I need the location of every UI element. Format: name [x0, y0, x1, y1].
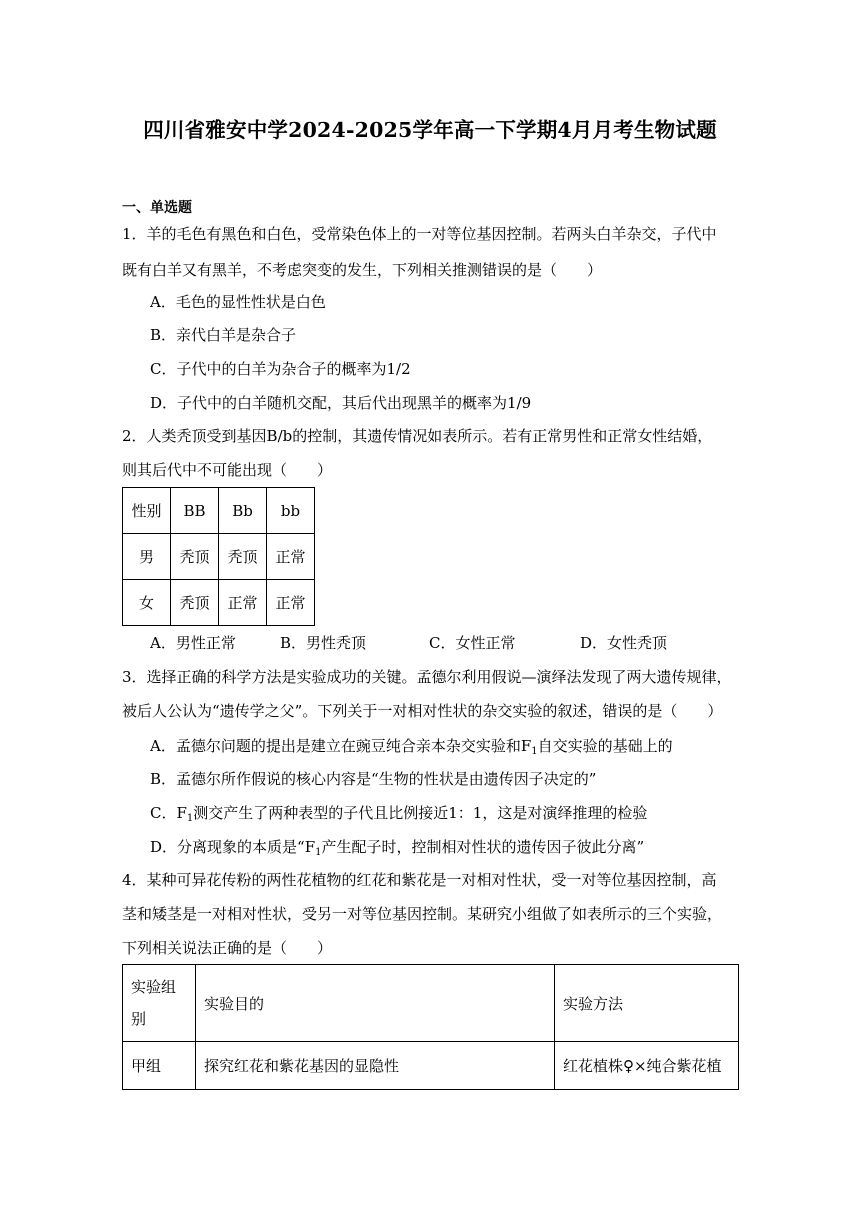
question-1-option-c: C．子代中的白羊为杂合子的概率为1/2 — [150, 360, 411, 378]
question-1-option-d: D．子代中的白羊随机交配，其后代出现黑羊的概率为1/9 — [150, 394, 532, 412]
table-cell: BB — [171, 488, 219, 534]
table-header-row — [123, 488, 315, 534]
question-2-line-1: 2．人类秃顶受到基因B/b的控制，其遗传情况如表所示。若有正常男性和正常女性结婚， — [122, 427, 713, 445]
question-2-option-a: A．男性正常 — [150, 634, 236, 652]
question-3-line-1: 3．选择正确的科学方法是实验成功的关键。孟德尔利用假说—演绎法发现了两大遗传规律， — [122, 668, 732, 686]
question-2-option-b: B．男性秃顶 — [280, 634, 367, 652]
question-4-line-1: 4．某种可异花传粉的两性花植物的红花和紫花是一对相对性状，受一对等位基因控制，高 — [122, 871, 717, 889]
question-3-option-c: C．$F_1$测交产生了两种表型的子代且比例接近1：1，这是对演绎推理的检验 — [150, 804, 648, 824]
table-cell: 正常 — [267, 534, 315, 580]
table-cell: 性别 — [123, 488, 171, 534]
table-row — [123, 534, 315, 580]
table-row — [123, 1042, 739, 1090]
question-1-option-a: A．毛色的显性性状是白色 — [150, 293, 326, 311]
section-heading: 一、单选题 — [122, 200, 192, 216]
question-1-line-2: 既有白羊又有黑羊，不考虑突变的发生，下列相关推测错误的是（ ） — [122, 261, 603, 279]
question-2-line-2: 则其后代中不可能出现（ ） — [122, 461, 333, 479]
question-3-option-d: D．分离现象的本质是“$F_1$产生配子时，控制相对性状的遗传因子彼此分离” — [150, 838, 645, 858]
table-cell: 探究红花和紫花基因的显隐性 — [196, 1042, 555, 1090]
table-cell: 秃顶 — [171, 580, 219, 626]
table-cell: 甲组 — [123, 1042, 196, 1090]
experiment-table — [122, 964, 739, 1090]
question-2-option-c: C．女性正常 — [429, 634, 516, 652]
table-cell: 实验组 别 — [123, 965, 196, 1042]
baldness-genotype-table — [122, 487, 315, 626]
question-2-option-d: D．女性秃顶 — [580, 634, 668, 652]
table-cell: 秃顶 — [219, 534, 267, 580]
table-cell: 女 — [123, 580, 171, 626]
question-4-line-3: 下列相关说法正确的是（ ） — [122, 939, 333, 957]
page-title: 四川省雅安中学2024-2025学年高一下学期4月月考生物试题 — [143, 118, 717, 142]
question-1-line-1: 1．羊的毛色有黑色和白色，受常染色体上的一对等位基因控制。若两头白羊杂交，子代中 — [122, 225, 717, 243]
table-cell: 男 — [123, 534, 171, 580]
question-3-option-a: A．孟德尔问题的提出是建立在豌豆纯合亲本杂交实验和$F_1$自交实验的基础上的 — [150, 737, 673, 757]
table-cell: 正常 — [219, 580, 267, 626]
question-3-line-2: 被后人公认为“遗传学之父”。下列关于一对相对性状的杂交实验的叙述，错误的是（ ） — [122, 702, 723, 720]
table-header-row — [123, 965, 739, 1042]
table-row — [123, 580, 315, 626]
table-cell: 实验目的 — [196, 965, 555, 1042]
table-cell: bb — [267, 488, 315, 534]
question-1-option-b: B．亲代白羊是杂合子 — [150, 326, 297, 344]
table-cell: 正常 — [267, 580, 315, 626]
question-4-line-2: 茎和矮茎是一对相对性状，受另一对等位基因控制。某研究小组做了如表所示的三个实验， — [122, 905, 723, 923]
question-3-option-b: B．孟德尔所作假说的核心内容是“生物的性状是由遗传因子决定的” — [150, 770, 597, 788]
table-cell: 红花植株♀×纯合紫花植 — [555, 1042, 739, 1090]
table-cell: 秃顶 — [171, 534, 219, 580]
table-cell: Bb — [219, 488, 267, 534]
table-cell: 实验方法 — [555, 965, 739, 1042]
